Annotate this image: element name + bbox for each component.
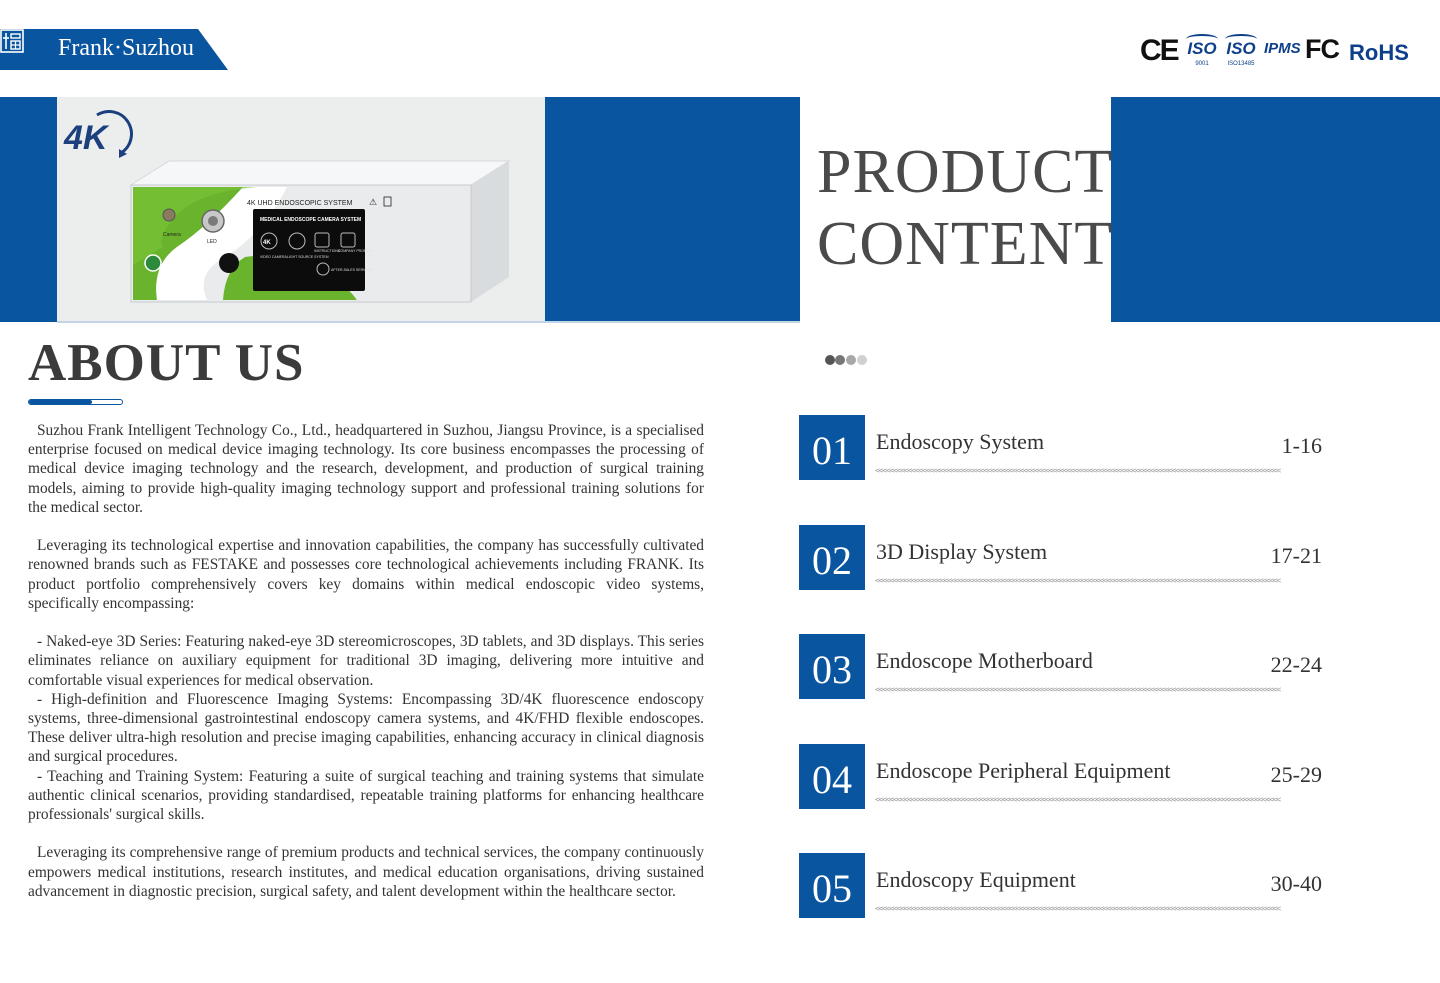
- about-text: [28, 421, 704, 901]
- screen-4k-text: 4K: [263, 240, 271, 246]
- product-content-title: [817, 136, 1113, 280]
- iso-13485-badge: [1223, 34, 1259, 70]
- about-paragraph-2: Leveraging its technological expertise and innovation capabilities, the company has successfully cultivated renowned brands such as FESTAKE and possesses core technological achievements including FRANK. Its product portfolio comprehensively covers key domains within medical endoscopic video systems, specifically encompassing:: [28, 537, 704, 612]
- blue-band-left: [0, 97, 57, 322]
- photo-underline: [57, 321, 800, 323]
- blue-band-right: [1111, 97, 1440, 322]
- about-underline-bar: [28, 399, 123, 405]
- screen-item-light-source: LIGHT SOURCE SYSTEM: [287, 255, 329, 259]
- screen-item-company-profile: COMPANY PROFILE: [338, 249, 372, 253]
- toc-title: 3D Display System: [876, 539, 1048, 564]
- about-underline-fill: [29, 400, 92, 404]
- toc-title: Endoscopy Equipment: [876, 867, 1076, 892]
- toc-number: 02: [799, 525, 865, 590]
- toc-item-01[interactable]: [799, 415, 1324, 485]
- toc-pages: 22-24: [1270, 652, 1322, 677]
- toc-number: 01: [799, 415, 865, 480]
- pagination-dots: [825, 355, 885, 365]
- screen-title-text: MEDICAL ENDOSCOPE CAMERA SYSTEM: [260, 217, 362, 223]
- led-port-label: LED: [207, 239, 217, 245]
- toc-number: 03: [799, 634, 865, 699]
- certification-logos: [1140, 34, 1412, 74]
- iso-label: ISO: [1226, 39, 1256, 58]
- toc-number: 04: [799, 744, 865, 809]
- device-title-text: 4K UHD ENDOSCOPIC SYSTEM: [247, 200, 353, 207]
- ce-mark: CE: [1140, 34, 1178, 67]
- toc-pages: 1-16: [1281, 433, 1322, 458]
- power-knob-icon: [219, 253, 239, 273]
- about-paragraph-1: Suzhou Frank Intelligent Technology Co., Ltd., headquartered in Suzhou, Jiangsu Province, is a specialised enterprise focused on medical device imaging technology. Its core business encompasses the processing of medical device imaging technology and the research, development, and production of surgical training models, aiming to provide high-quality imaging technology support and professional training solutions for the medical sector.: [28, 422, 704, 516]
- toc-title: Endoscopy System: [876, 429, 1045, 454]
- toc-rule: <<<<<<<<<<<<<<<<<<<<<<<<<<<<<<<<<<<<<<<<<<<<<<<<<<<<<<<<<<<<<<<<<<<<<<<<<<<<<<<<<<<<<<<<<<<<<<<<<<<<<<<<<<<<<<<<: [875, 686, 1281, 694]
- ipms-mark: IPMS: [1264, 40, 1301, 57]
- camera-port-icon: [163, 209, 175, 221]
- toc-item-02[interactable]: [799, 525, 1324, 595]
- blue-band-middle: [545, 97, 800, 322]
- about-paragraph-3: Leveraging its comprehensive range of premium products and technical services, the company continuously empowers medical institutions, research institutes, and medical education organisations, driving sustained advancement in diagnostic precision, surgical safety, and talent development within the healthcare sector.: [28, 844, 704, 900]
- toc-item-03[interactable]: [799, 634, 1324, 704]
- warning-icon: ⚠: [369, 198, 378, 208]
- product-photo: [57, 97, 545, 322]
- toc-pages: 30-40: [1270, 871, 1322, 896]
- toc-rule: <<<<<<<<<<<<<<<<<<<<<<<<<<<<<<<<<<<<<<<<<<<<<<<<<<<<<<<<<<<<<<<<<<<<<<<<<<<<<<<<<<<<<<<<<<<<<<<<<<<<<<<<<<<<<<<<: [875, 467, 1281, 475]
- iso-label: ISO: [1187, 39, 1217, 58]
- about-bullet-2: - High-definition and Fluorescence Imaging Systems: Encompassing 3D/4K fluorescence endoscopy systems, three-dimensional gastrointestinal endoscopy camera systems, and 4K/FHD flexible endoscopes. These deliver ultra-high resolution and precise imaging capabilities, enhancing accuracy in clinical diagnosis and surgical procedures.: [28, 690, 704, 766]
- badge-4k-text: 4K: [64, 119, 108, 157]
- camera-port-label: Camera: [163, 232, 181, 238]
- screen-item-video-camera: VIDEO CAMERA: [260, 255, 287, 259]
- brand-tab: [0, 29, 228, 70]
- toc-rule: <<<<<<<<<<<<<<<<<<<<<<<<<<<<<<<<<<<<<<<<<<<<<<<<<<<<<<<<<<<<<<<<<<<<<<<<<<<<<<<<<<<<<<<<<<<<<<<<<<<<<<<<<<<<<<<<: [875, 577, 1281, 585]
- dot-3: [846, 355, 856, 365]
- about-title: ABOUT US: [28, 334, 305, 392]
- toc-pages: 25-29: [1270, 762, 1322, 787]
- iso-9001-badge: [1184, 34, 1220, 70]
- screen-item-instructions: INSTRUCTIONS: [314, 249, 341, 253]
- product-content-line2: CONTENT: [817, 210, 1114, 278]
- rohs-mark: RoHS: [1349, 40, 1409, 65]
- screen-item-after-sales: AFTER-SALES SERVICE: [331, 268, 372, 272]
- iso-number: ISO13485: [1227, 61, 1255, 67]
- about-bullet-1: - Naked-eye 3D Series: Featuring naked-eye 3D stereomicroscopes, 3D tablets, and 3D displays. This series eliminates reliance on auxiliary equipment for traditional 3D imaging, delivering more intuitive and comfortable visual experiences for medical observation.: [28, 633, 704, 689]
- dot-4: [857, 355, 867, 365]
- toc-item-05[interactable]: [799, 853, 1324, 923]
- toc-pages: 17-21: [1270, 543, 1322, 568]
- power-button-icon: [145, 255, 161, 271]
- iso-number: 9001: [1195, 61, 1209, 67]
- toc-rule: <<<<<<<<<<<<<<<<<<<<<<<<<<<<<<<<<<<<<<<<<<<<<<<<<<<<<<<<<<<<<<<<<<<<<<<<<<<<<<<<<<<<<<<<<<<<<<<<<<<<<<<<<<<<<<<<: [875, 905, 1281, 913]
- about-bullet-3: - Teaching and Training System: Featuring a suite of surgical teaching and training systems that simulate authentic clinical scenarios, providing standardised, repeatable training platforms for enhancing healthcare professionals' surgical skills.: [28, 767, 704, 824]
- product-content-line1: PRODUCT: [817, 138, 1114, 206]
- toc-item-04[interactable]: [799, 744, 1324, 814]
- brand-name: Frank·Suzhou: [58, 35, 194, 61]
- toc-title: Endoscope Motherboard: [876, 648, 1093, 673]
- dot-1: [825, 355, 835, 365]
- toc-title: Endoscope Peripheral Equipment: [876, 758, 1171, 783]
- dot-2: [835, 355, 845, 365]
- fc-mark: FC: [1305, 34, 1339, 64]
- brand-logo-icon: [0, 29, 24, 53]
- endoscopic-system-illustration: [57, 97, 545, 322]
- toc-number: 05: [799, 853, 865, 918]
- toc-rule: <<<<<<<<<<<<<<<<<<<<<<<<<<<<<<<<<<<<<<<<<<<<<<<<<<<<<<<<<<<<<<<<<<<<<<<<<<<<<<<<<<<<<<<<<<<<<<<<<<<<<<<<<<<<<<<<: [875, 796, 1281, 804]
